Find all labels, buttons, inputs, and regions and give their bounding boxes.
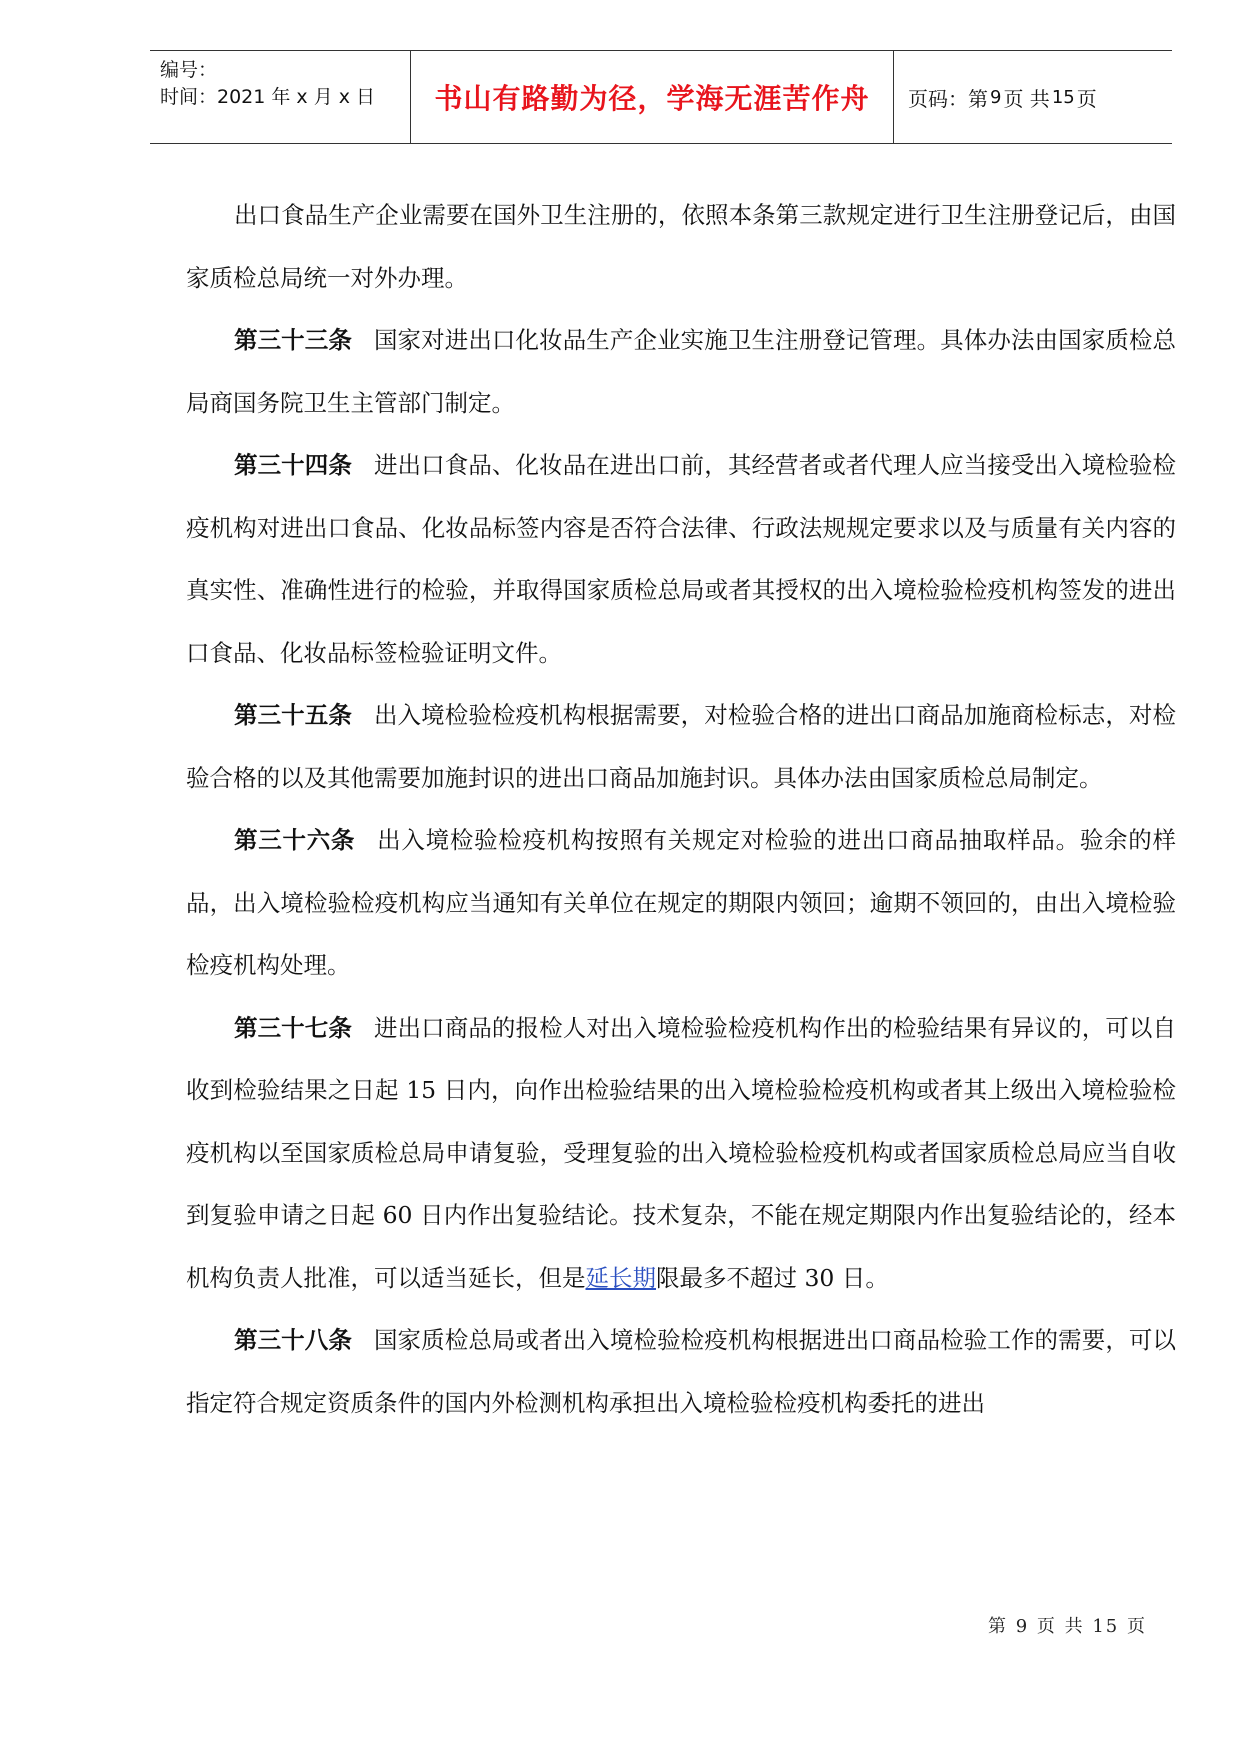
- article-text: 进出口食品、化妆品在进出口前，其经营者或者代理人应当接受出入境检验检疫机构对进出口食品、化妆品标签内容是否符合法律、行政法规规定要求以及与质量有关内容的真实性、准确性进行的检验，并取得国家质检总局或者其授权的出入境检验检疫机构签发的进出口食品、化妆品标签检验证明文件。: [186, 451, 1177, 667]
- article-paragraph: [186, 434, 1176, 684]
- page-header: [150, 50, 1172, 144]
- article-text: 出入境检验检疫机构根据需要，对检验合格的进出口商品加施商检标志，对检验合格的以及其他需要加施封识的进出口商品加施封识。具体办法由国家质检总局制定。: [186, 701, 1177, 792]
- article-paragraph: [186, 684, 1176, 809]
- page-total: 15: [1051, 86, 1075, 108]
- article-text: 进出口商品的报检人对出入境检验检疫机构作出的检验结果有异议的，可以自收到检验结果之日起 15 日内，向作出检验结果的出入境检验检疫机构或者其上级出入境检验检疫机构以至国家质检总局申请复验，受理复验的出入境检验检疫机构或者国家质检总局应当自收到复验申请之日起 60 日内作出复验结论。技术复杂，不能在规定期限内作出复验结论的，经本机构负责人批准，可以适当延长，但是: [186, 1013, 1177, 1292]
- article-title: 第三十五条: [234, 701, 352, 729]
- extension-period-link[interactable]: 延长期: [585, 1263, 656, 1292]
- article-paragraph: [186, 309, 1176, 434]
- page-prefix: 页码：第: [908, 86, 988, 111]
- header-motto: 书山有路勤为径，学海无涯苦作舟: [434, 82, 870, 115]
- article-title: 第三十八条: [234, 1326, 352, 1354]
- article-paragraph: [186, 1309, 1176, 1434]
- article-title: 第三十六条: [234, 826, 356, 854]
- article-title: 第三十三条: [234, 326, 352, 354]
- document-body: [186, 184, 1176, 1434]
- article-text: 国家对进出口化妆品生产企业实施卫生注册登记管理。具体办法由国家质检总局商国务院卫生主管部门制定。: [186, 326, 1177, 417]
- doc-time-label: 时间：2021 年 x 月 x 日: [160, 86, 376, 108]
- header-page-number: [894, 51, 1172, 143]
- article-title: 第三十四条: [234, 451, 352, 479]
- article-text-cont: 限最多不超过 30 日。: [656, 1263, 889, 1292]
- article-paragraph: [186, 809, 1176, 997]
- header-meta: [150, 51, 410, 143]
- article-text: 国家质检总局或者出入境检验检疫机构根据进出口商品检验工作的需要，可以指定符合规定资质条件的国内外检测机构承担出入境检验检疫机构委托的进出: [186, 1326, 1177, 1417]
- header-motto-cell: [410, 51, 894, 143]
- doc-number-label: 编号：: [160, 59, 218, 81]
- page-current: 9: [990, 86, 1002, 108]
- page-footer: 第 9 页 共 15 页: [988, 1616, 1147, 1637]
- page-suffix: 页: [1076, 86, 1097, 111]
- article-text: 出入境检验检疫机构按照有关规定对检验的进出口商品抽取样品。验余的样品，出入境检验检疫机构应当通知有关单位在规定的期限内领回；逾期不领回的，由出入境检验检疫机构处理。: [186, 826, 1177, 979]
- article-title: 第三十七条: [234, 1013, 352, 1042]
- page-mid: 页 共: [1003, 86, 1050, 111]
- paragraph: 出口食品生产企业需要在国外卫生注册的，依照本条第三款规定进行卫生注册登记后，由国家质检总局统一对外办理。: [186, 201, 1176, 292]
- article-paragraph: [186, 997, 1176, 1310]
